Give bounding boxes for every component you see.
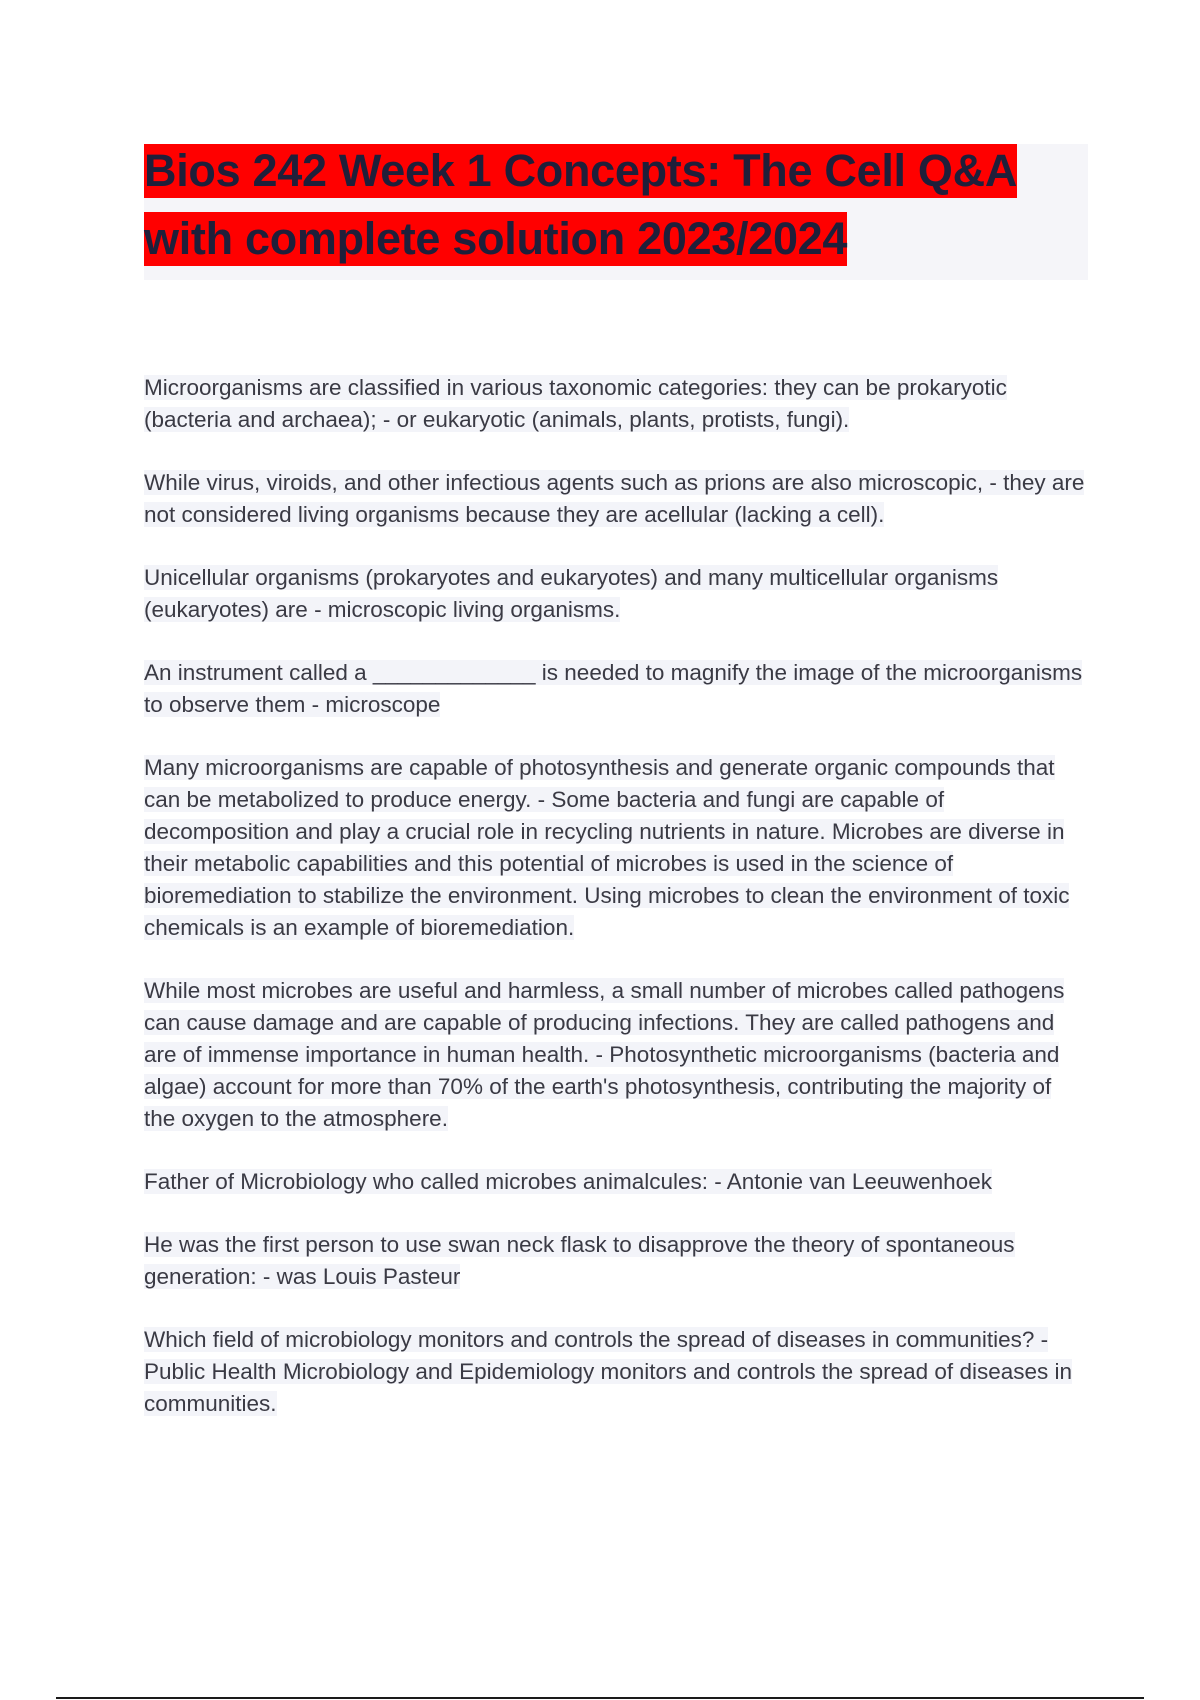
qa-item-text: Microorganisms are classified in various taxonomic categories: they can be prokaryotic (bacteria and archaea); - or eukaryotic (animals, plants, protists, fungi). — [144, 375, 1007, 432]
qa-item-text: Which field of microbiology monitors and controls the spread of diseases in communities? - Public Health Microbiology and Epidemiology monitors and controls the spread of diseases in communities. — [144, 1327, 1073, 1416]
qa-item-text: He was the first person to use swan neck flask to disapprove the theory of spontaneous generation: - was Louis Pasteur — [144, 1232, 1015, 1289]
qa-item — [144, 1324, 1088, 1420]
document-title-line-1: Bios 242 Week 1 Concepts: The Cell Q&A — [144, 145, 1018, 196]
qa-item-text: An instrument called a _____________ is needed to magnify the image of the microorganisms to observe them - microscope — [144, 660, 1083, 717]
qa-item — [144, 657, 1088, 721]
qa-item-text: While most microbes are useful and harmless, a small number of microbes called pathogens can cause damage and are capable of producing infections. They are called pathogens and are of immense importance in human health. - Photosynthetic microorganisms (bacteria and algae) account for more than 70% of the earth's photosynthesis, contributing the majority of the oxygen to the atmosphere. — [144, 978, 1065, 1131]
document-title-line-2: with complete solution 2023/2024 — [144, 213, 848, 264]
document-title-block — [144, 144, 1088, 280]
qa-item-text: While virus, viroids, and other infectious agents such as prions are also microscopic, - they are not considered living organisms because they are acellular (lacking a cell). — [144, 470, 1085, 527]
qa-item — [144, 1166, 1088, 1198]
qa-item — [144, 1229, 1088, 1293]
qa-item — [144, 975, 1088, 1135]
qa-item — [144, 562, 1088, 626]
qa-item-text: Unicellular organisms (prokaryotes and eukaryotes) and many multicellular organisms (eukaryotes) are - microscopic living organisms. — [144, 565, 999, 622]
page-bottom-rule — [56, 1697, 1144, 1699]
qa-item-text: Many microorganisms are capable of photosynthesis and generate organic compounds that can be metabolized to produce energy. - Some bacteria and fungi are capable of decomposition and play a crucial role in recycling nutrients in nature. Microbes are diverse in their metabolic capabilities and this potential of microbes is used in the science of bioremediation to stabilize the environment. Using microbes to clean the environment of toxic chemicals is an example of bioremediation. — [144, 755, 1070, 940]
qa-list — [144, 372, 1088, 1451]
qa-item-text: Father of Microbiology who called microbes animalcules: - Antonie van Leeuwenhoek — [144, 1169, 992, 1194]
qa-item — [144, 372, 1088, 436]
qa-item — [144, 752, 1088, 944]
qa-item — [144, 467, 1088, 531]
